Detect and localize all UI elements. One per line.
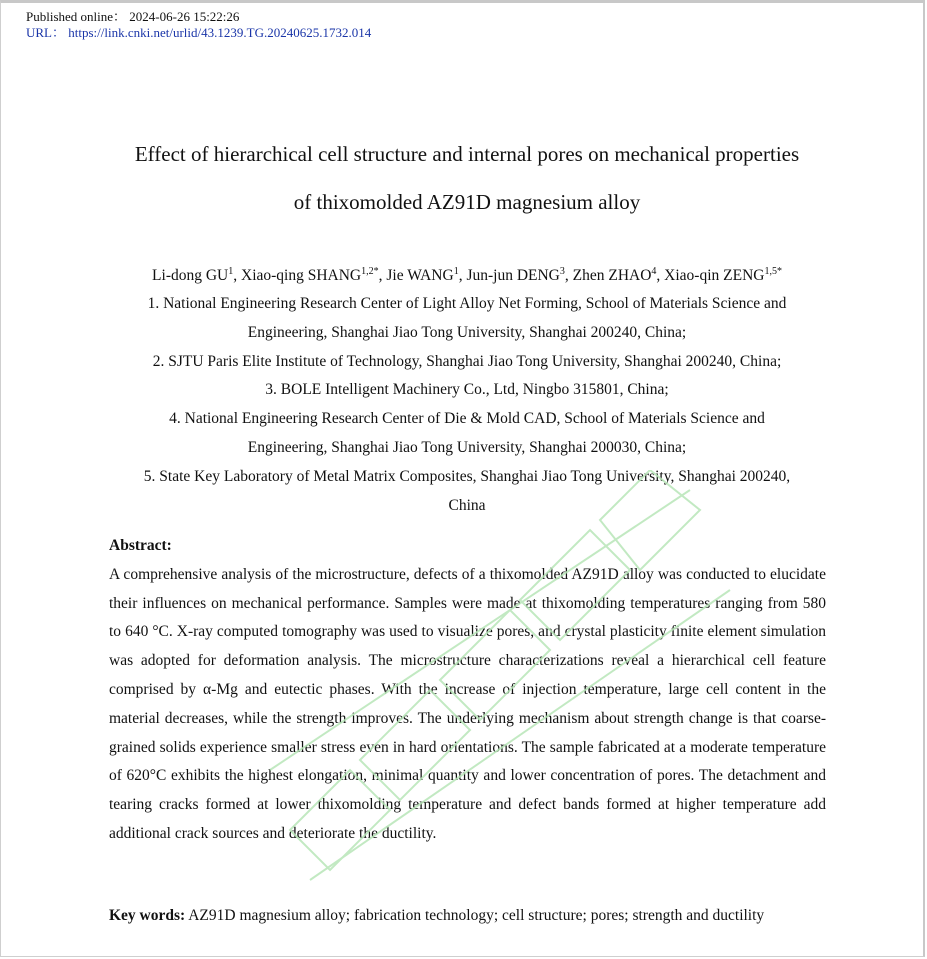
author-affil-mark: 4 — [651, 265, 657, 277]
affiliation-line: 3. BOLE Intelligent Machinery Co., Ltd, Ningbo 315801, China; — [265, 381, 669, 399]
affiliation-list — [100, 290, 834, 520]
published-online-line — [26, 9, 371, 25]
author-list: Li-dong $GU^1$, Xiao-qing $SHANG^{1,2*}$, Jie WANG$^1$, Jun-jun DENG$^3$, Zhen ZHAO$^4$, Xiao-qin $ZENG^{1,5*}$ — [152, 265, 782, 284]
author-name: Zhen ZHAO — [572, 267, 652, 284]
author-affil-mark: 1 — [228, 265, 234, 277]
affiliation-line: China — [448, 496, 486, 514]
affiliation-line: 4. National Engineering Research Center of Die & Mold CAD, School of Materials Science and — [169, 410, 765, 428]
paper-title — [60, 130, 874, 226]
abstract-body: A comprehensive analysis of the microstructure, defects of a thixomolded AZ91D alloy was conducted to elucidate their influences on mechanical performance. Samples were made at thixomolding temperatures ranging from 580 to 640 °C. X-ray computed tomography was used to visualize pores, and crystal plasticity finite element simulation was adopted for deformation analysis. The microstructure characterizations reveal a hierarchical cell feature comprised by α-Mg and eutectic phases. With the increase of injection temperature, large cell content in the material decreases, while the strength improves. The underlying mechanism about strength change is that coarse-grained solids experience smaller stress even in hard orientations. The sample fabricated at a moderate temperature of 620°C exhibits the highest elongation, minimal quantity and lower concentration of pores. The detachment and tearing cracks formed at lower thixomolding temperature and defect bands formed at higher temperature add additional crack sources and deteriorate the ductility. — [109, 565, 826, 842]
author-name: Jun-jun DENG — [466, 267, 560, 284]
abstract-heading: Abstract: — [109, 537, 172, 554]
affiliation-line: Engineering, Shanghai Jiao Tong University, Shanghai 200240, China; — [247, 323, 687, 341]
published-online-value: 2024-06-26 15:22:26 — [129, 9, 240, 24]
author-affil-mark: 1 — [453, 265, 459, 277]
author-affil-mark: 3 — [559, 265, 565, 277]
affiliation-line: 1. National Engineering Research Center of Light Alloy Net Forming, School of Materials Science and — [147, 295, 787, 312]
url-link[interactable]: https://link.cnki.net/urlid/43.1239.TG.20240625.1732.014 — [68, 25, 372, 40]
keywords-section — [109, 902, 826, 931]
keywords-text: AZ91D magnesium alloy; fabrication technology; cell structure; pores; strength and ductility — [188, 907, 765, 924]
title-line-2: of thixomolded AZ91D magnesium alloy — [293, 190, 641, 214]
author-name: Xiao-qin ZENG — [664, 267, 765, 284]
affiliation-line: Engineering, Shanghai Jiao Tong University, Shanghai 200030, China; — [247, 438, 687, 456]
publication-info — [26, 9, 371, 41]
keywords-label: Key words: — [109, 907, 186, 924]
author-name: Li-dong GU — [152, 267, 229, 284]
author-affil-mark: 1,2* — [361, 265, 379, 277]
author-name: Xiao-qing SHANG — [241, 267, 362, 284]
affiliation-line: 2. SJTU Paris Elite Institute of Technology, Shanghai Jiao Tong University, Shanghai 200240, China; — [152, 352, 782, 370]
author-name: Jie WANG — [386, 267, 454, 284]
abstract-section — [109, 532, 826, 849]
title-line-1: Effect of hierarchical cell structure and internal pores on mechanical properties — [134, 142, 800, 166]
url-line — [26, 25, 371, 41]
url-label: URL： — [26, 25, 66, 40]
affiliation-line: 5. State Key Laboratory of Metal Matrix Composites, Shanghai Jiao Tong University, Shanghai 200240, — [143, 467, 791, 485]
published-online-label: Published online： — [26, 9, 127, 24]
author-affil-mark: 1,5* — [764, 265, 782, 277]
